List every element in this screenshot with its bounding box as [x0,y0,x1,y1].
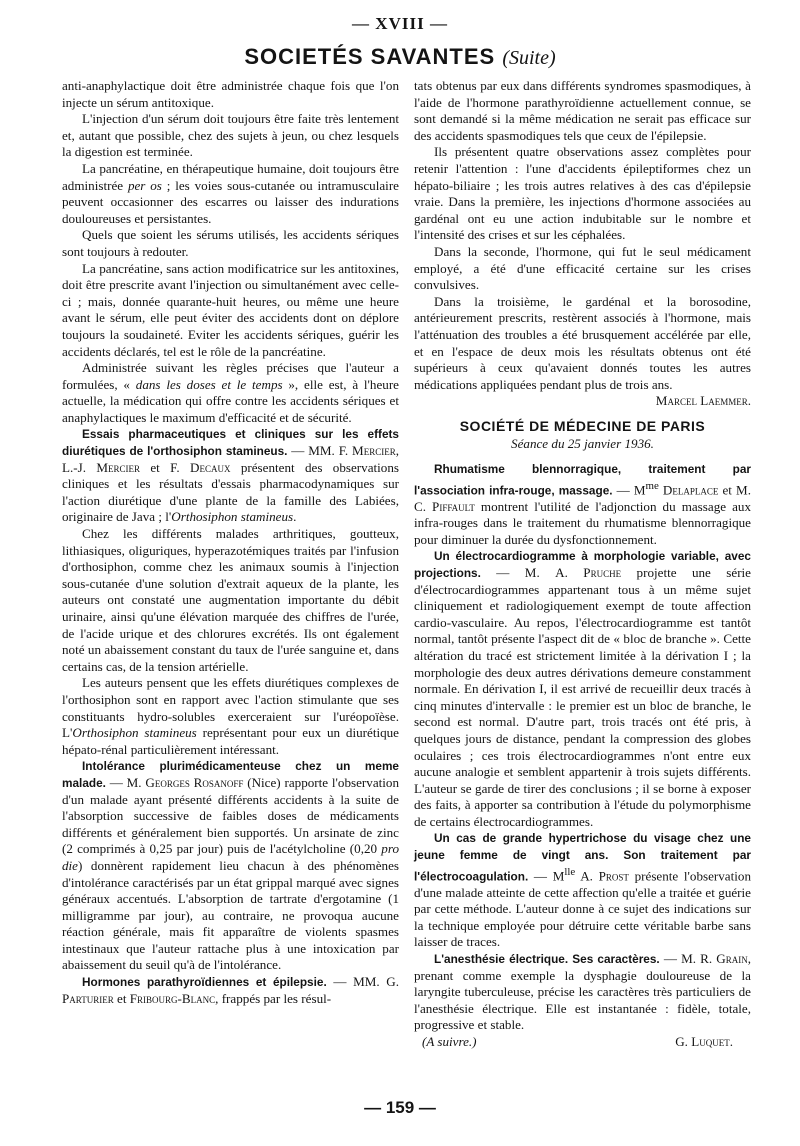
paragraph: L'injection d'un sérum doit toujours être faite très lentement et, autant que possible, chez des sujets à jeun, ou chez lesquels la digestion est terminée. [62,111,399,160]
communication-entry: Un cas de grande hypertrichose du visage chez une jeune femme de vingt ans. Son traitement par l'électrocoagulation. — $M^{lle}$ A. Prost présente l'observation d'une malade atteinte de cette affection qu'elle a traitée et guérie par cette méthode. L'auteur donne à ce sujet des indications sur la technique employée pour détruire cette véritable barbe sans laisser de traces. [414,831,751,950]
closing-line [414,1034,751,1051]
entry-heading: L'anesthésie électrique. Ses caractères. [434,952,660,966]
communication-entry: Intolérance plurimédicamenteuse chez un meme malade. — M. Georges Rosanoff (Nice) rapporte l'observation d'un malade ayant présenté différents accidents à la suite de l'absorption successive de faibles doses de médicaments différents et généralement bien supportés. Un arsinate de zinc (2 comprimés à 0,25 par jour) puis de l'acétylcholine (0,20 pro die) donnèrent rapidement lieu chacun à des phénomènes d'intolérance caractérisés par un état grippal marqué avec signes généraux accentués. L'absorption de tartrate d'ergotamine (1 milligramme par jour), au contraire, ne provoqua aucune réaction générale, mais fit apparaître de violents spasmes intestinaux que l'auteur rattache plus à une intoxication par abaissement du seuil qu'à de l'intolérance. [62,759,400,973]
paragraph: Administrée suivant les règles précises que l'auteur a formulées, « dans les doses et le temps », elle est, à l'heure actuelle, la médication qui offre contre les accidents sériques et anaphylactiques le maximum d'efficacité et de sécurité. [62,360,399,425]
paragraph: Chez les différents malades arthritiques, goutteux, lithiasiques, oliguriques, hyperazotémiques traités par l'infusion d'orthosiphon, comme chez les animaux soumis à l'injection sous-cutanée d'une solution d'extrait aqueux de la plante, les auteurs ont constaté une augmentation importante du débit urinaire, ainsi qu'une élévation marquée des chiffres de l'urée, de l'acide urique et des chlorures excrétés. Ils ont également noté un abaissement constant du taux de l'urée sanguine et, dans certains cas, de la tension artérielle. [62,526,399,674]
author-name: Fribourg-Blanc [129,990,216,1006]
paragraph: La pancréatine, en thérapeutique humaine, doit toujours être administrée per os ; les voies sous-cutanée ou intramusculaire peuvent occasionner des escarres ou laisser des indurations douloureuses et persistantes. [62,160,399,226]
author-name: G. Parturier [62,974,399,1006]
communication-entry: Rhumatisme blennorragique, traitement par l'association infra-rouge, massage. — $M^{me}$ Delaplace et M. C. Piffault montrent l'utilité de l'adjonction du massage aux infra-rouges dans le traitement du rhumatisme blennorragique pour diminuer la durée du dysfonctionnement. [414,462,752,547]
folio: — XVIII — [352,14,448,33]
signature: Marcel Laemmer. [655,393,751,409]
section-title-suite: (Suite) [502,47,556,69]
communication-entry: L'anesthésie électrique. Ses caractères. — M. R. Grain, prenant comme exemple la dysphagie douloureuse de la laryngite tuberculeuse, précise les caractères très particuliers de l'anesthésie électrique. Elle est instantanée : fidèle, totale, progressive et stable. [414,951,751,1033]
right-column [414,78,751,1051]
paragraph: Dans la troisième, le gardénal et la borosodine, antérieurement prescrits, restèrent associés à l'hormone, mais l'atténuation des troubles a été brusquement accélérée par elle, et en l'espace de deux mois les résultats obtenus ont été supérieurs à ceux qu'avaient donnés toutes les autres médications appliquées pendant plus de trois ans. [414,293,751,392]
entry-heading: Hormones parathyroïdiennes et épilepsie. [82,975,327,990]
session-date: Séance du 25 janvier 1936. [511,436,654,452]
to-be-continued: (A suivre.) [422,1033,477,1049]
author-name: M. C. Piffault [414,482,751,514]
author-name: F. Decaux [170,459,231,475]
page-number: — 159 — [364,1098,436,1117]
author-name: A. Prost [575,868,629,884]
author-name: R. Grain [700,951,748,966]
author-name: A. Pruche [555,564,622,580]
author-name: F. Mercier [338,443,396,459]
author-name: Delaplace [658,482,719,498]
entry-heading: Intolérance plurimédicamenteuse chez un meme malade. [62,759,399,790]
section-title: SOCIETÉS SAVANTES [244,44,496,69]
entry-heading: Un électrocardiogramme à morphologie variable, avec projections. [414,549,751,580]
paragraph: Dans la seconde, l'hormone, qui fut le seul médicament employé, a été d'une efficacité certaine sur les crises convulsives. [414,243,751,293]
paragraph: Ils présentent quatre observations assez complètes pour retenir l'attention : l'une d'accidents épileptiformes chez un hépato-biliaire ; les trois autres relatives à des cas d'épilepsie vraie. Dans la première, les injections d'hormone associées au gardénal ont eu une action indubitable sur le nombre et l'intensité des crises et sur les céphalées. [414,144,751,243]
paragraph: Quels que soient les sérums utilisés, les accidents sériques sont toujours à redouter. [62,227,399,259]
communication-entry: Hormones parathyroïdiennes et épilepsie. — MM. G. Parturier et Fribourg-Blanc, frappés par les résul- [62,974,399,1006]
page-title [0,44,800,70]
left-column [62,78,399,1007]
communication-entry: Un électrocardiogramme à morphologie variable, avec projections. — M. A. Pruche projette une série d'électrocardiogrammes appartenant tous à un même sujet cliniquement et radiologiquement exempt de toute affection cardio-vasculaire. Au repos, l'électrocardiogramme est tantôt normal, tantôt présente l'aspect dit de « bloc de branche ». Cette altération du tracé est strictement limitée à la dérivation I ; la morphologie des deux autres dérivations demeure constamment normale. En dérivation I, il est arrivé de recueillir deux tracés à cinq minutes d'intervalle : le premier est un bloc de branche, le second est normal. D'autre part, trois tracés ont été pris, à quelques jours de distance, pendant la compression des globes oculaires ; ces trois électrocardiogrammes n'ont entre eux aucune analogie et semblent appartenir à trois sujets différents. L'auteur se garde de tirer des conclusions ; il se borne à exposer des faits, à apporter sa contribution à l'étude du polymorphisme de certains électrocardiogrammes. [414,549,751,829]
author-name: L.-J. Mercier [62,459,140,475]
communication-entry: Essais pharmaceutiques et cliniques sur les effets diurétiques de l'orthosiphon stamineus. — MM. F. Mercier, L.-J. Mercier et F. Decaux présentent des observations cliniques et les résultats d'essais pharmacodynamiques sur l'action diurétique d'une plante de la famille des Labiées, originaire de Java ; l'Orthosiphon stamineus. [62,427,399,525]
paragraph: anti-anaphylactique doit être administrée chaque fois que l'on injecte un sérum antitoxique. [62,78,399,110]
entry-heading: Essais pharmaceutiques et cliniques sur les effets diurétiques de l'orthosiphon stamineus. [62,427,399,459]
paragraph: Les auteurs pensent que les effets diurétiques complexes de l'orthosiphon sont en rapport avec l'action stimulante que ses constituants hydro-solubles exerceraient sur l'uréopoïèse. L'Orthosiphon stamineus représentant pour eux un diurétique hépato-rénal particulièrement intéressant. [62,675,399,757]
society-title: SOCIÉTÉ DE MÉDECINE DE PARIS [459,417,706,434]
entry-heading: Un cas de grande hypertrichose du visage chez une jeune femme de vingt ans. Son traitement par l'électrocoagulation. [414,831,751,884]
paragraph: tats obtenus par eux dans différents syndromes spasmodiques, à l'aide de l'hormone parathyroïdienne actuellement connue, se sont demandé si la même médication ne serait pas efficace sur des accidents spasmodiques tels que ceux de l'épilepsie. [414,78,751,143]
signature: G. Luquet. [675,1033,733,1049]
author-name: Georges Rosanoff [145,774,244,790]
entry-heading: Rhumatisme blennorragique, traitement par l'association infra-rouge, massage. [414,462,751,498]
paragraph: La pancréatine, sans action modificatrice sur les antitoxines, doit être prescrite avant l'injection ou simultanément avec celle-ci ; mais, donnée quarante-huit heures, ou même une heure avant le sérum, elle peut éviter des accidents dont on déplore toujours la soudaineté. Eviter les accidents sériques, guérir les accidents déclarés, tel est le rôle de la pancréatine. [62,260,399,359]
